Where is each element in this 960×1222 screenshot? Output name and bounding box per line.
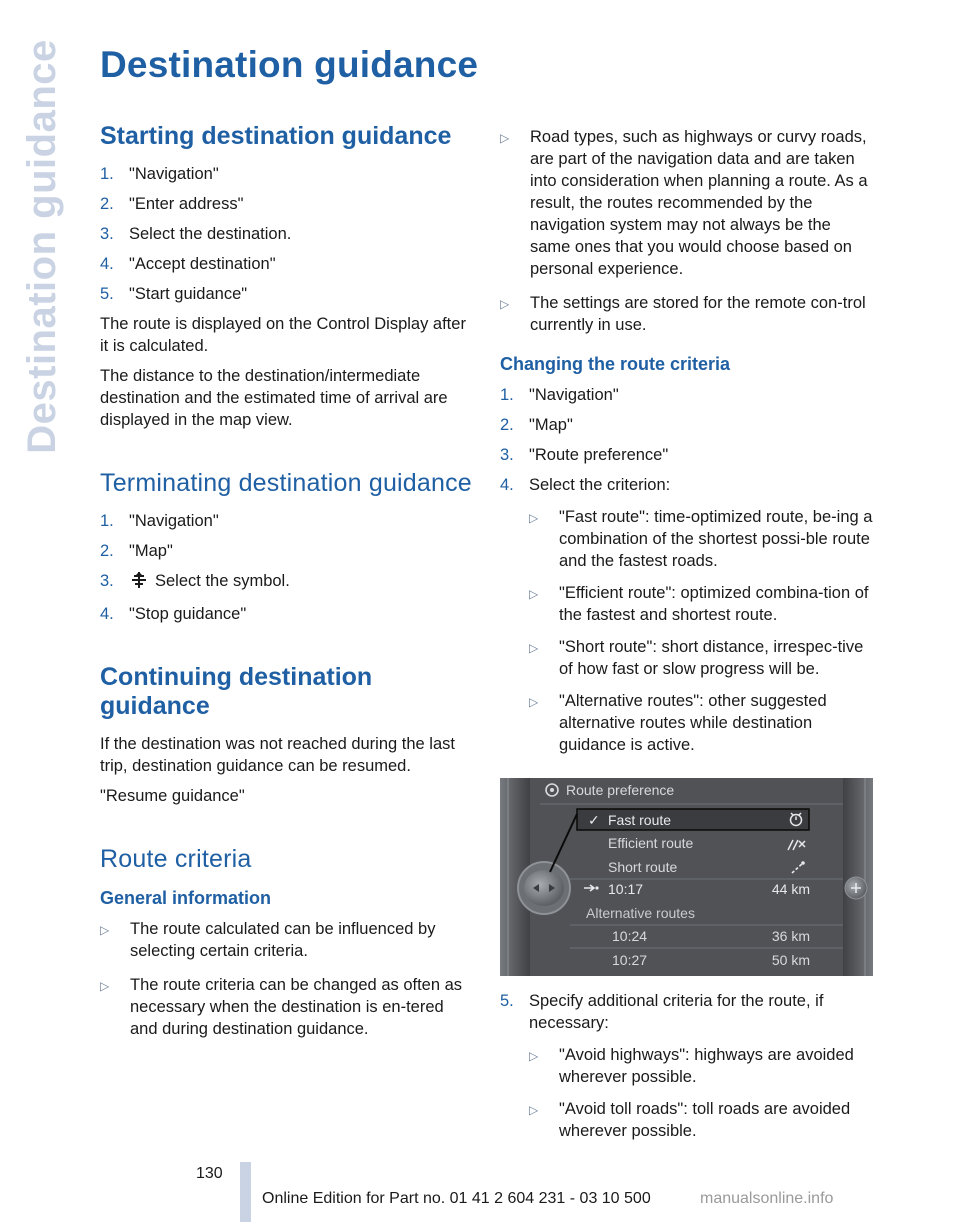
list-item — [100, 253, 472, 275]
list-item — [500, 384, 874, 406]
general-information-bullets — [100, 918, 472, 1040]
continuing-paragraph-1: If the destination was not reached during the last trip, destination guidance can be resumed. — [100, 735, 455, 775]
alt-route-time: 10:24 — [612, 928, 648, 944]
page-title: Destination guidance — [100, 44, 479, 85]
terminating-section — [100, 469, 472, 625]
step-number: 2. — [100, 195, 114, 213]
step-text: Select the symbol. — [155, 572, 290, 590]
alt-route-time: 10:27 — [612, 952, 648, 968]
list-item — [100, 510, 472, 532]
edition-text: Online Edition for Part no. 01 41 2 604 231 - 03 10 500 — [262, 1190, 651, 1207]
step-text: "Navigation" — [129, 512, 219, 530]
step-text: "Navigation" — [529, 386, 619, 404]
alternative-routes-heading: Alternative routes — [586, 905, 695, 921]
list-item — [100, 283, 472, 305]
triangle-bullet-icon: ▷ — [529, 587, 539, 601]
bullet-text: The settings are stored for the remote con-trol currently in use. — [530, 294, 866, 334]
additional-criteria-bullets — [529, 1044, 874, 1142]
changing-steps — [500, 384, 874, 766]
step-number: 1. — [500, 386, 514, 404]
step-number: 1. — [100, 165, 114, 183]
screen-title: Route preference — [566, 782, 675, 798]
step-text: "Start guidance" — [129, 285, 248, 303]
step-text: Select the criterion: — [529, 476, 671, 494]
current-route-time: 10:17 — [608, 881, 644, 897]
route-preference-display — [500, 778, 873, 976]
bullet-text: "Fast route": time-optimized route, be-ing a combination of the shortest possi-ble route and the fastest roads. — [559, 508, 873, 570]
starting-section — [100, 122, 472, 431]
continuing-section — [100, 663, 472, 807]
route-guidance-icon — [129, 571, 149, 595]
side-tab-label: Destination guidance — [19, 38, 64, 454]
starting-paragraph-1: The route is displayed on the Control Display after it is calculated. — [100, 315, 466, 355]
terminating-steps — [100, 510, 472, 625]
triangle-bullet-icon: ▷ — [100, 979, 110, 993]
list-item — [100, 193, 472, 215]
triangle-bullet-icon: ▷ — [529, 641, 539, 655]
triangle-bullet-icon: ▷ — [529, 695, 539, 709]
step-number: 5. — [500, 992, 514, 1010]
step-number: 3. — [100, 572, 114, 590]
triangle-bullet-icon: ▷ — [529, 1049, 539, 1063]
route-preference-screen — [500, 778, 873, 976]
current-route-distance: 44 km — [771, 881, 810, 897]
list-item — [500, 444, 874, 466]
step-number: 2. — [100, 542, 114, 560]
step-text: "Accept destination" — [129, 255, 276, 273]
list-item — [529, 690, 874, 756]
bullet-text: "Avoid highways": highways are avoided wherever possible. — [559, 1046, 854, 1086]
alt-route-distance: 36 km — [771, 928, 810, 944]
starting-heading: Starting destination guidance — [100, 122, 452, 150]
route-criteria-heading: Route criteria — [100, 845, 252, 873]
list-item — [529, 1044, 874, 1088]
list-item — [529, 636, 874, 680]
step-number: 3. — [500, 446, 514, 464]
bullet-text: "Short route": short distance, irrespec-tive of how fast or slow progress will be. — [559, 638, 864, 678]
step-number: 4. — [100, 255, 114, 273]
controller-knob-icon — [518, 862, 570, 914]
triangle-bullet-icon: ▷ — [100, 923, 110, 937]
short-route-label: Short route — [608, 859, 678, 875]
list-item — [529, 582, 874, 626]
efficient-route-label: Efficient route — [608, 835, 694, 851]
list-item — [100, 974, 472, 1040]
bullet-text: Road types, such as highways or curvy roads, are part of the navigation data and are taken into consideration when planning a route. As a result, the routes recommended by the navigation system may not always be the same ones that you would choose based on personal experience. — [530, 128, 868, 278]
step-number: 2. — [500, 416, 514, 434]
step-number: 4. — [500, 476, 514, 494]
step-body — [529, 474, 874, 766]
triangle-bullet-icon: ▷ — [500, 297, 510, 311]
list-item — [500, 474, 874, 766]
continuing-heading: Continuing destination guidance — [100, 663, 373, 720]
step-body — [529, 990, 874, 1152]
watermark: manualsonline.info — [700, 1190, 834, 1207]
step-text: "Map" — [129, 542, 173, 560]
list-item — [500, 990, 874, 1152]
list-item — [500, 292, 874, 336]
step-text: "Navigation" — [129, 165, 219, 183]
list-item — [100, 918, 472, 962]
step-text: "Stop guidance" — [129, 605, 247, 623]
list-item — [529, 506, 874, 572]
changing-route-criteria-heading: Changing the route criteria — [500, 354, 731, 374]
bullet-text: The route calculated can be influenced by selecting certain criteria. — [130, 920, 436, 960]
step-text: "Map" — [529, 416, 573, 434]
page-number: 130 — [196, 1165, 223, 1182]
side-tab — [19, 38, 64, 454]
criteria-bullets — [529, 506, 874, 756]
step-text: Specify additional criteria for the route, if necessary: — [529, 992, 824, 1032]
step-5-list — [500, 990, 874, 1152]
list-item — [529, 1098, 874, 1142]
starting-steps — [100, 163, 472, 305]
route-criteria-section — [100, 845, 472, 1040]
triangle-bullet-icon: ▷ — [529, 1103, 539, 1117]
step-body — [129, 570, 472, 595]
alt-route-distance: 50 km — [771, 952, 810, 968]
list-item — [500, 414, 874, 436]
step-text: Select the destination. — [129, 225, 292, 243]
list-item — [100, 163, 472, 185]
bullet-text: "Efficient route": optimized combina-tion of the fastest and shortest route. — [559, 584, 869, 624]
list-item — [100, 540, 472, 562]
plus-icon — [845, 877, 867, 899]
step-number: 3. — [100, 225, 114, 243]
list-item — [100, 603, 472, 625]
bullet-text: The route criteria can be changed as often as necessary when the destination is en-tered and during destination guidance. — [130, 976, 463, 1038]
right-column — [500, 126, 874, 1160]
starting-paragraph-2: The distance to the destination/intermediate destination and the estimated time of arrival are displayed in the map view. — [100, 367, 448, 429]
list-item — [500, 126, 874, 280]
step-number: 5. — [100, 285, 114, 303]
bullet-text: "Avoid toll roads": toll roads are avoided wherever possible. — [559, 1100, 851, 1140]
triangle-bullet-icon: ▷ — [500, 131, 510, 145]
bullet-text: "Alternative routes": other suggested alternative routes while destination guidance is active. — [559, 692, 827, 754]
route-notes-bullets — [500, 126, 874, 336]
list-item — [100, 570, 472, 595]
continuing-paragraph-2: "Resume guidance" — [100, 787, 245, 805]
step-text: "Route preference" — [529, 446, 669, 464]
step-number: 1. — [100, 512, 114, 530]
check-icon: ✓ — [588, 812, 600, 828]
terminating-heading: Terminating destination guidance — [100, 469, 472, 497]
fast-route-label: Fast route — [608, 812, 672, 828]
left-column — [100, 122, 472, 1052]
step-number: 4. — [100, 605, 114, 623]
triangle-bullet-icon: ▷ — [529, 511, 539, 525]
step-text: "Enter address" — [129, 195, 244, 213]
footer-bar — [240, 1162, 251, 1222]
list-item — [100, 223, 472, 245]
general-information-heading: General information — [100, 888, 272, 908]
